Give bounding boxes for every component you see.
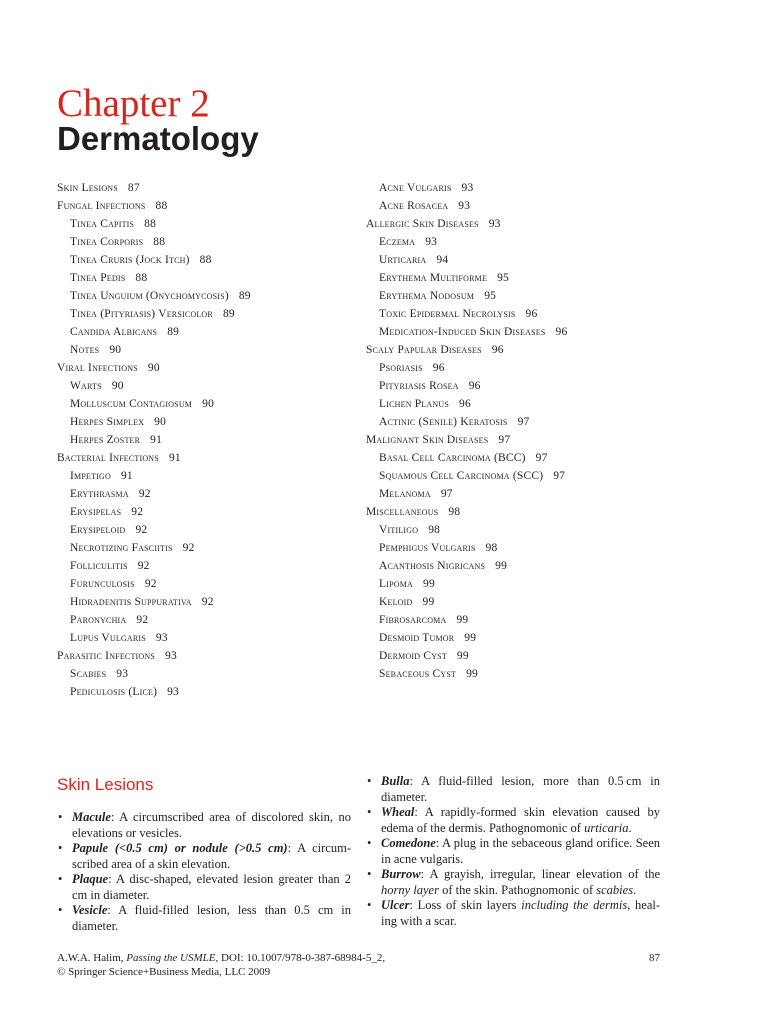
toc-entry-label: Pemphigus Vulgaris [379,542,476,554]
toc-entry [57,521,357,539]
bullet-item [366,774,660,805]
toc-entry [57,467,357,485]
toc-entry-page: 97 [553,470,566,482]
bullet-item [366,898,660,929]
toc-entry [366,359,746,377]
toc-entry-label: Molluscum Contagiosum [70,398,193,410]
page-number: 87 [649,952,660,964]
toc-entry-page: 99 [456,650,469,662]
toc-entry [366,503,746,521]
toc-entry [366,287,746,305]
toc-entry-page: 92 [136,614,149,626]
toc-entry [57,305,357,323]
toc-entry-page: 90 [202,398,215,410]
toc-entry [366,431,746,449]
toc-entry-page: 96 [468,380,481,392]
toc-entry [57,251,357,269]
toc-entry [57,323,357,341]
toc-entry-label: Toxic Epidermal Necrolysis [379,308,516,320]
toc-entry-label: Basal Cell Carcinoma (BCC) [379,452,526,464]
toc-entry-label: Tinea Cruris (Jock Itch) [70,254,190,266]
toc-entry [366,305,746,323]
toc-entry-label: Fungal Infections [57,200,146,212]
toc-entry-page: 98 [485,542,498,554]
bullet-text: : A grayish, irregular, linear elevation of the [420,867,660,881]
bullet-text: : A plug in the sebaceous gland orifice. Seen in acne vulgaris. [381,836,660,866]
toc-entry [57,341,357,359]
toc-entry-page: 93 [116,668,129,680]
toc-entry-page: 92 [144,578,157,590]
toc-entry [57,431,357,449]
toc-entry-label: Impetigo [70,470,111,482]
footer-author: A.W.A. Halim, [57,952,127,964]
toc-entry-page: 93 [488,218,501,230]
bullet-term: Bulla [381,774,410,788]
toc-entry [366,413,746,431]
toc-entry [366,197,746,215]
toc-entry-label: Lupus Vulgaris [70,632,146,644]
section-heading: Skin Lesions [57,775,154,794]
toc-entry [366,449,746,467]
toc-entry [366,377,746,395]
toc-entry-page: 97 [440,488,453,500]
toc-entry-label: Actinic (Senile) Keratosis [379,416,508,428]
toc-entry-page: 88 [135,272,148,284]
toc-entry-page: 91 [120,470,133,482]
toc-entry-page: 89 [222,308,235,320]
toc-entry-page: 93 [461,182,474,194]
toc-entry-page: 88 [153,236,166,248]
toc-entry [57,647,357,665]
toc-entry-label: Squamous Cell Carcinoma (SCC) [379,470,544,482]
toc-entry-page: 96 [432,362,445,374]
toc-entry [57,377,357,395]
toc-entry [366,521,746,539]
toc-entry [57,593,357,611]
toc-entry [366,611,746,629]
toc-entry [57,485,357,503]
bullet-list-right [366,774,660,929]
toc-entry [366,665,746,683]
toc-entry-page: 95 [484,290,497,302]
bullet-text: : A disc-shaped, elevated lesion greater than 2 cm in diameter. [72,872,351,902]
bullet-text: scabies [596,882,634,897]
citation-line [57,951,385,965]
toc-entry-page: 92 [131,506,144,518]
page-footer [57,951,385,979]
toc-entry-label: Erythema Multiforme [379,272,488,284]
toc-entry-label: Erythrasma [70,488,129,500]
toc-entry-label: Hidradenitis Suppurativa [70,596,192,608]
toc-entry [366,467,746,485]
toc-entry [57,413,357,431]
toc-entry-page: 89 [238,290,251,302]
toc-entry-page: 97 [498,434,511,446]
toc-entry-label: Viral Infections [57,362,138,374]
toc-entry-page: 98 [448,506,461,518]
toc-entry-label: Urticaria [379,254,427,266]
bullet-term: Wheal [381,805,415,819]
chapter-number: Chapter 2 [57,82,210,125]
toc-entry-page: 88 [199,254,212,266]
toc-entry-label: Notes [70,344,100,356]
toc-entry-label: Bacterial Infections [57,452,159,464]
bullet-list-left [57,810,351,934]
toc-entry [366,233,746,251]
toc-left-column [57,179,357,701]
bullet-item [366,805,660,836]
toc-entry-page: 99 [464,632,477,644]
toc-entry [57,233,357,251]
toc-entry [57,395,357,413]
toc-entry [366,179,746,197]
bullet-term: Ulcer [381,898,410,912]
toc-entry [366,251,746,269]
toc-entry-label: Scaly Papular Diseases [366,344,482,356]
toc-entry-page: 88 [155,200,168,212]
toc-entry [57,215,357,233]
toc-entry-page: 99 [495,560,508,572]
toc-entry-label: Acne Rosacea [379,200,449,212]
toc-entry [366,269,746,287]
toc-entry-label: Psoriasis [379,362,423,374]
chapter-title: Dermatology [57,120,259,157]
bullet-term: Vesicle [72,903,108,917]
toc-entry [57,269,357,287]
toc-entry-page: 92 [137,560,150,572]
toc-entry-label: Melanoma [379,488,431,500]
bullet-term: Papule (<0.5 cm) or nodule (>0.5 cm) [72,841,288,855]
toc-entry-page: 90 [111,380,124,392]
toc-entry-label: Paronychia [70,614,127,626]
toc-entry-page: 88 [144,218,157,230]
bullet-item [57,810,351,841]
toc-entry-label: Skin Lesions [57,182,118,194]
toc-entry [57,359,357,377]
toc-entry [366,395,746,413]
toc-entry [57,611,357,629]
toc-entry-page: 92 [138,488,151,500]
toc-entry [57,197,357,215]
toc-entry-page: 96 [555,326,568,338]
bullet-item [57,903,351,934]
bullet-item [57,841,351,872]
copyright-line: © Springer Science+Business Media, LLC 2009 [57,966,271,978]
bullet-text: . [633,882,637,897]
toc-entry [366,629,746,647]
toc-entry [366,557,746,575]
toc-entry-page: 89 [167,326,180,338]
toc-entry-page: 93 [155,632,168,644]
toc-entry [57,683,357,701]
toc-entry-label: Furunculosis [70,578,135,590]
toc-entry [57,665,357,683]
toc-entry [57,575,357,593]
toc-entry-page: 95 [497,272,509,284]
toc-entry-label: Desmoid Tumor [379,632,455,644]
toc-entry-page: 92 [135,524,148,536]
bullet-term: Macule [72,810,111,824]
toc-entry-label: Lipoma [379,578,414,590]
toc-entry-label: Tinea Pedis [70,272,126,284]
toc-entry-page: 92 [201,596,214,608]
toc-entry [57,179,357,197]
toc-entry [57,287,357,305]
toc-entry-label: Warts [70,380,102,392]
footer-book-title: Passing the USMLE [126,952,216,964]
toc-entry-page: 91 [168,452,181,464]
toc-entry-label: Erysipelas [70,506,122,518]
bullet-text: : A circumscribed area of discolored skin, no elevations or vesicles. [72,810,351,840]
bullet-text: including the dermis [521,898,628,912]
toc-entry-page: 96 [525,308,538,320]
bullet-item [57,872,351,903]
toc-entry-label: Dermoid Cyst [379,650,447,662]
toc-entry-label: Candida Albicans [70,326,158,338]
footer-doi: , DOI: 10.1007/978-0-387-68984-5_2, [215,952,386,964]
toc-entry [57,503,357,521]
toc-entry-label: Necrotizing Fasciitis [70,542,173,554]
toc-entry [57,557,357,575]
toc-entry-page: 94 [436,254,449,266]
bullet-text: . [628,820,632,835]
toc-entry-label: Pediculosis (Lice) [70,686,158,698]
toc-entry-page: 93 [458,200,471,212]
toc-entry-label: Allergic Skin Diseases [366,218,479,230]
bullet-text: : A rapidly-formed skin elevation caused by edema of the dermis. Pathognomonic of [381,805,660,835]
toc-entry-label: Herpes Simplex [70,416,145,428]
toc-entry-label: Acanthosis Nigricans [379,560,486,572]
bullet-text: , heal-ing with a scar. [381,898,661,928]
bullet-text: : A fluid-filled lesion, less than 0.5 cm in diameter. [72,903,351,933]
toc-entry-label: Medication-Induced Skin Diseases [379,326,546,338]
toc-entry-label: Pityriasis Rosea [379,380,459,392]
toc-entry-label: Tinea Corporis [70,236,144,248]
toc-entry-label: Scabies [70,668,107,680]
toc-entry-page: 93 [167,686,180,698]
toc-entry-page: 87 [127,182,140,194]
bullet-item [366,867,660,898]
toc-entry-label: Tinea Unguium (Onychomycosis) [70,290,229,302]
bullet-text: : A fluid-filled lesion, more than 0.5 cm in diameter. [381,774,660,804]
bullet-term: Burrow [381,867,421,881]
toc-entry-label: Keloid [379,596,413,608]
toc-entry-label: Erythema Nodosum [379,290,475,302]
toc-entry-label: Erysipeloid [70,524,126,536]
toc-right-column [366,179,746,683]
toc-entry-label: Herpes Zoster [70,434,141,446]
toc-entry [57,539,357,557]
bullet-text: of the skin. Pathognomonic of [438,882,597,897]
toc-entry-page: 98 [428,524,441,536]
toc-entry [366,215,746,233]
toc-entry [366,539,746,557]
toc-entry-page: 90 [109,344,122,356]
bullet-text: : A circum-scribed area of a skin elevation. [72,841,351,871]
toc-entry-page: 96 [459,398,471,410]
toc-entry-page: 97 [535,452,548,464]
toc-entry [366,593,746,611]
toc-entry-page: 99 [423,578,435,590]
bullet-term: Comedone [381,836,436,850]
toc-entry-label: Vitiligo [379,524,419,536]
toc-entry-page: 93 [165,650,177,662]
toc-entry [366,485,746,503]
toc-entry-label: Eczema [379,236,416,248]
toc-entry-label: Parasitic Infections [57,650,155,662]
toc-entry-page: 90 [147,362,160,374]
bullet-text: : Loss of skin layers [409,898,522,912]
toc-entry-page: 91 [150,434,163,446]
toc-entry [57,449,357,467]
bullet-text: horny layer [381,882,439,897]
toc-entry-label: Tinea (Pityriasis) Versicolor [70,308,213,320]
toc-entry-label: Tinea Capitis [70,218,135,230]
bullet-text: urticaria [584,820,629,835]
toc-entry-page: 99 [466,668,478,680]
toc-entry-label: Sebaceous Cyst [379,668,457,680]
toc-entry-page: 90 [154,416,167,428]
toc-entry-label: Folliculitis [70,560,128,572]
toc-entry-page: 99 [456,614,469,626]
toc-entry-label: Acne Vulgaris [379,182,452,194]
toc-entry [366,323,746,341]
toc-entry [366,341,746,359]
toc-entry [57,629,357,647]
toc-entry-label: Miscellaneous [366,506,439,518]
toc-entry [366,575,746,593]
bullet-item [366,836,660,867]
toc-entry-label: Lichen Planus [379,398,450,410]
toc-entry-page: 96 [491,344,504,356]
toc-entry-label: Fibrosarcoma [379,614,447,626]
toc-entry-page: 99 [422,596,435,608]
toc-entry-page: 92 [182,542,195,554]
toc-entry-page: 97 [517,416,530,428]
toc-entry [366,647,746,665]
toc-entry-page: 93 [425,236,438,248]
toc-entry-label: Malignant Skin Diseases [366,434,489,446]
bullet-term: Plaque [72,872,109,886]
